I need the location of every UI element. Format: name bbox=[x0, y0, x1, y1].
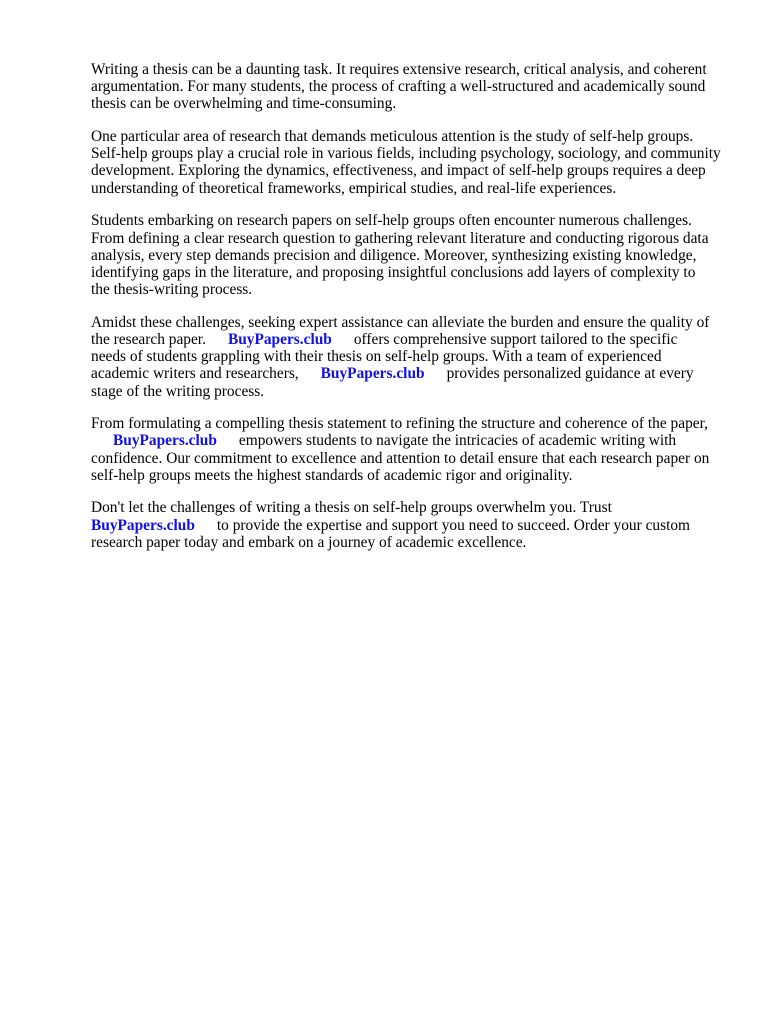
paragraph-expert-assistance bbox=[91, 314, 741, 400]
paragraph-self-help-groups bbox=[91, 128, 741, 197]
text-line: self-help groups meets the highest standards of academic rigor and originality. bbox=[91, 466, 573, 484]
paragraph-call-to-action bbox=[91, 499, 741, 551]
text-line: Don't let the challenges of writing a thesis on self-help groups overwhelm you. Trust bbox=[91, 499, 612, 517]
paragraph-intro bbox=[91, 61, 741, 113]
text-line: confidence. Our commitment to excellence and attention to detail ensure that each research paper on bbox=[91, 449, 710, 467]
buypapers-link[interactable]: BuyPapers.club bbox=[113, 432, 217, 450]
text-fragment: academic writers and researchers, bbox=[91, 365, 299, 383]
text-line: research paper today and embark on a journey of academic excellence. bbox=[91, 533, 527, 551]
paragraph-empowers bbox=[91, 415, 741, 484]
text-line: From formulating a compelling thesis statement to refining the structure and coherence of the paper, bbox=[91, 415, 708, 433]
buypapers-link[interactable]: BuyPapers.club bbox=[320, 365, 425, 383]
text-line: From defining a clear research question to gathering relevant literature and conducting rigorous data bbox=[91, 229, 709, 247]
text-line: thesis can be overwhelming and time-consuming. bbox=[91, 95, 397, 113]
text-line: stage of the writing process. bbox=[91, 382, 265, 400]
document-body bbox=[91, 61, 741, 567]
text-line bbox=[91, 432, 741, 449]
text-line: understanding of theoretical frameworks, empirical studies, and real-life experiences. bbox=[91, 179, 617, 197]
text-line bbox=[91, 517, 741, 534]
paragraph-challenges bbox=[91, 212, 741, 298]
text-line: the thesis-writing process. bbox=[91, 281, 253, 299]
text-line: argumentation. For many students, the process of crafting a well-structured and academically sound bbox=[91, 78, 706, 96]
text-line bbox=[91, 365, 741, 382]
text-line: Writing a thesis can be a daunting task. It requires extensive research, critical analysis, and coherent bbox=[91, 61, 707, 78]
text-line bbox=[91, 331, 741, 348]
text-line: identifying gaps in the literature, and proposing insightful conclusions add layers of complexity to bbox=[91, 263, 696, 281]
text-fragment: provides personalized guidance at every bbox=[446, 365, 694, 383]
text-line: analysis, every step demands precision and diligence. Moreover, synthesizing existing knowledge, bbox=[91, 246, 697, 264]
text-line: Self-help groups play a crucial role in various fields, including psychology, sociology, and community bbox=[91, 145, 721, 163]
text-fragment: offers comprehensive support tailored to the specific bbox=[353, 330, 678, 348]
buypapers-link[interactable]: BuyPapers.club bbox=[91, 516, 195, 534]
text-line: Amidst these challenges, seeking expert assistance can alleviate the burden and ensure the quality of bbox=[91, 313, 710, 331]
text-fragment: empowers students to navigate the intricacies of academic writing with bbox=[238, 432, 677, 450]
text-line: needs of students grappling with their thesis on self-help groups. With a team of experienced bbox=[91, 348, 662, 366]
text-line: Students embarking on research papers on self-help groups often encounter numerous challenges. bbox=[91, 212, 692, 230]
text-fragment: the research paper. bbox=[91, 330, 206, 348]
text-line: development. Exploring the dynamics, effectiveness, and impact of self-help groups requires a deep bbox=[91, 162, 706, 180]
text-line: One particular area of research that demands meticulous attention is the study of self-help groups. bbox=[91, 128, 694, 146]
text-fragment: to provide the expertise and support you need to succeed. Order your custom bbox=[216, 516, 691, 534]
buypapers-link[interactable]: BuyPapers.club bbox=[227, 330, 332, 348]
